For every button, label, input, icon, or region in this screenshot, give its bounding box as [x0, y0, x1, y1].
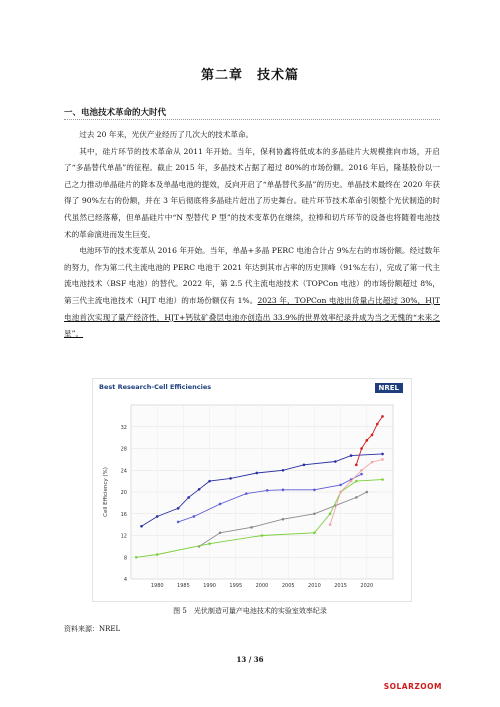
page-number: 13 / 36 [236, 655, 264, 664]
data-point [177, 521, 180, 524]
x-tick-label: 2020 [360, 583, 374, 589]
data-point [245, 492, 248, 495]
data-point [156, 515, 159, 518]
body-text [64, 127, 440, 343]
nrel-logo: NREL [375, 383, 404, 393]
data-point [381, 453, 384, 456]
data-point [282, 518, 285, 521]
paragraph-3-underlined: 2023 年，TOPCon 电池出货量占比超过 30%，HJT 电池首次实现了量产经济性，HJT+钙钛矿叠层电池亦创造出 33.9%的世界效率纪录并成为当之无愧的“未来之星”。 [64, 295, 440, 339]
data-point [329, 523, 332, 526]
data-point [355, 464, 358, 467]
x-tick-label: 2015 [334, 583, 347, 589]
data-point [219, 531, 222, 534]
data-point [366, 491, 369, 494]
data-point [198, 488, 201, 491]
data-point [381, 415, 384, 418]
x-tick-label: 1980 [150, 583, 164, 589]
data-point [193, 515, 196, 518]
data-point [313, 512, 316, 515]
data-point [177, 507, 180, 510]
x-tick-label: 2010 [308, 583, 321, 589]
data-point [376, 423, 379, 426]
data-point [140, 525, 143, 528]
paragraph-3-text: 电池环节的技术变革从 2016 年开始。当年，单晶+多晶 PERC 电池合计占 9%左右的市场份额。经过数年的努力，作为第二代主流电池的 PERC 电池于 2021 年达到其市占率的历史顶峰（91%左右），完成了第一代主流电池技术（BSF 电池）的替代。2022 年，第 2.5 代主流电池技术（TOPCon 电池）的市场份额超过 8%，第三代主流电池技术（HJT 电池）的市场份额仅有 1%。 [64, 246, 440, 305]
chapter-title: 第二章 技术篇 [200, 68, 299, 83]
section-title: 一、电池技术革命的大时代 [64, 108, 167, 118]
x-tick-label: 1995 [229, 583, 243, 589]
paragraph-2: 其中，硅片环节的技术革命从 2011 年开始。当年，保利协鑫将低成本的多晶硅片大规模推向市场，开启了“多晶替代单晶”的征程。截止 2015 年，多晶技术占据了超过 80%的市场份额。2016 年后，隆基股份以一己之力推动单晶硅片的降本及单晶电池的提效，反向开启了“单晶替代多晶”的历史。单晶技术最终在 2020 年获得了 90%左右的份额，并在 3 年后彻底将多晶硅片赶出了历史舞台。硅片环节技术革命引领整个光伏制造的时代虽然已经落幕，但单晶硅片中“N 型替代 P 型”的技术变革仍在继续，拉棒和切片环节的设备也将随着电池技术的革命演进而发生巨变。 [64, 146, 440, 239]
data-point [187, 496, 190, 499]
data-point [219, 503, 222, 506]
x-tick-label: 1985 [177, 583, 190, 589]
y-tick-label: 20 [120, 490, 127, 496]
data-point [282, 489, 285, 492]
efficiency-chart [93, 379, 411, 601]
y-axis-label: Cell Efficiency (%) [103, 467, 109, 517]
paragraph-1: 过去 20 年来，光伏产业经历了几次大的技术革命。 [79, 130, 254, 139]
y-tick-label: 12 [120, 533, 127, 540]
data-point [250, 526, 253, 529]
data-point [350, 454, 353, 457]
y-tick-label: 8 [123, 555, 127, 562]
data-point [334, 460, 337, 463]
x-tick-label: 1990 [203, 583, 216, 589]
data-point [229, 477, 232, 480]
x-tick-label: 2005 [281, 583, 295, 589]
data-point [355, 496, 358, 499]
figure-source: 资料来源：NREL [64, 625, 121, 633]
data-point [208, 480, 211, 483]
data-point [360, 447, 363, 450]
data-point [360, 469, 363, 472]
data-point [255, 472, 258, 475]
data-point [381, 458, 384, 461]
data-point [313, 489, 316, 492]
data-point [355, 480, 358, 483]
data-point [156, 553, 159, 556]
brand-logo: SOLARZOOM [383, 682, 442, 691]
data-point [381, 478, 384, 481]
y-tick-label: 32 [120, 424, 127, 431]
data-point [266, 489, 269, 492]
figure-caption: 图 5 光伏制造可量产电池技术的实验室效率纪录 [173, 607, 327, 615]
data-point [313, 531, 316, 534]
data-point [303, 464, 306, 467]
data-point [360, 473, 363, 476]
figure-title: Best Research-Cell Efficiencies [99, 383, 212, 391]
y-tick-label: 16 [120, 511, 127, 518]
data-point [329, 512, 332, 515]
paragraph-3 [64, 243, 440, 343]
efficiency-chart-figure [92, 378, 412, 602]
data-point [350, 480, 353, 483]
data-point [366, 439, 369, 442]
y-tick-label: 4 [123, 577, 127, 583]
data-point [339, 491, 342, 494]
data-point [208, 542, 211, 545]
y-tick-label: 28 [120, 446, 127, 453]
x-tick-label: 2000 [255, 583, 269, 589]
data-point [261, 534, 264, 537]
y-tick-label: 24 [120, 468, 127, 475]
data-point [371, 434, 374, 437]
data-point [282, 469, 285, 472]
data-point [371, 461, 374, 464]
data-point [135, 556, 138, 559]
section-divider [64, 119, 440, 120]
data-point [339, 484, 342, 487]
